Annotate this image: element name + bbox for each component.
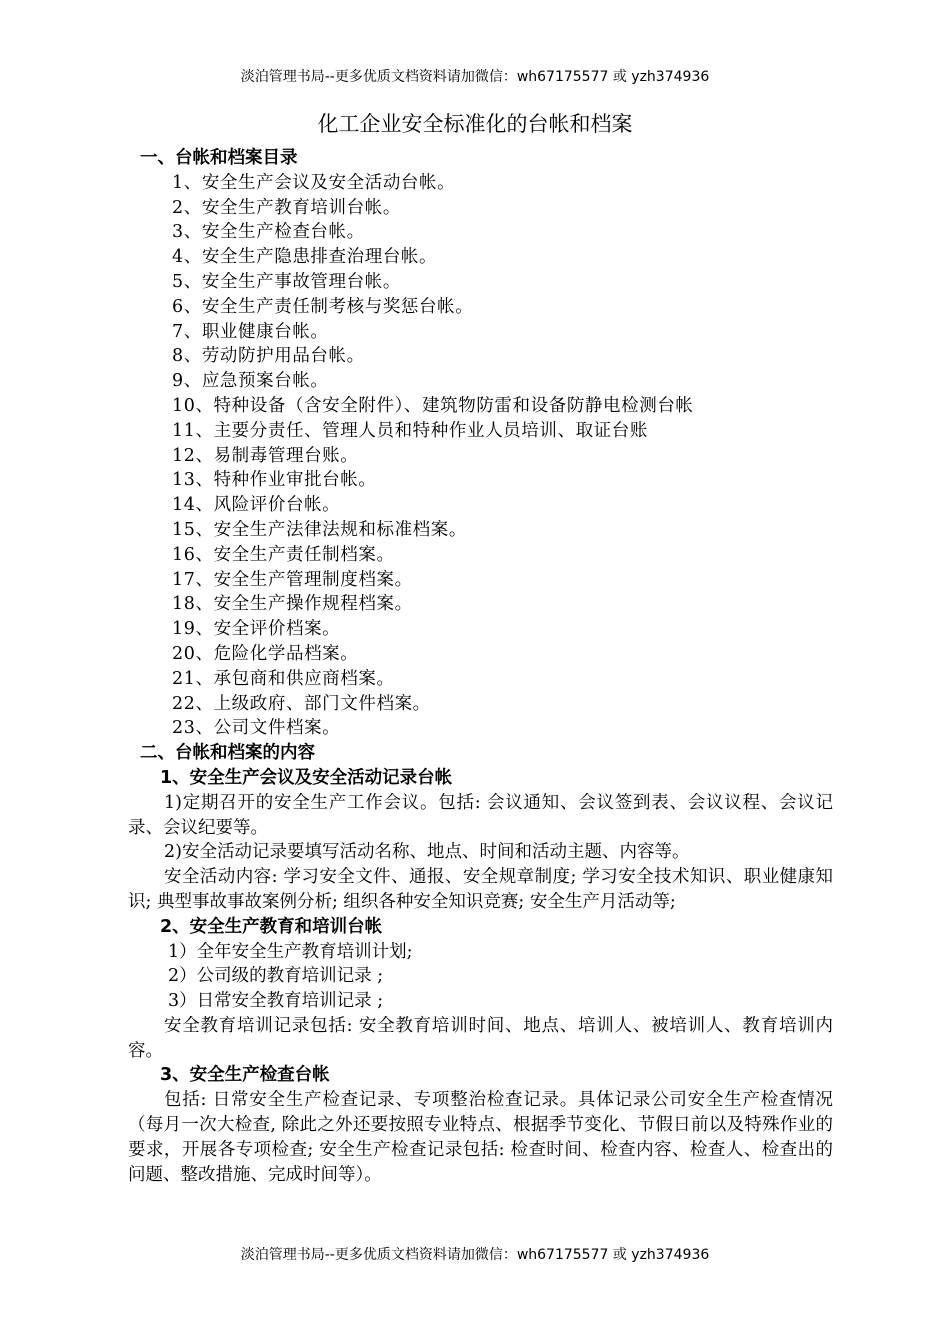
section-heading: 二、台帐和档案的内容 (140, 743, 315, 764)
subsection-heading: 1、安全生产会议及安全活动记录台帐 (160, 767, 453, 788)
toc-item: 22、上级政府、部门文件档案。 (172, 693, 431, 714)
subsection-heading: 3、安全生产检查台帐 (160, 1065, 330, 1086)
paragraph: 1)定期召开的安全生产工作会议。包括: 会议通知、会议签到表、会议议程、会议记录、会议纪要等。 (128, 792, 833, 838)
toc-item: 16、安全生产责任制档案。 (172, 544, 395, 565)
paragraph: 包括: 日常安全生产检查记录、专项整治检查记录。具体记录公司安全生产检查情况（每月一次大检查, 除此之外还要按照专业特点、根据季节变化、节假日前以及特殊作业的要求，开展各专项检查; 安全生产检查记录包括: 检查时间、检查内容、检查人、检查出的问题、整改措施、完成时间等）。 (128, 1090, 833, 1185)
list-item: 3）日常安全教育培训记录 ; (168, 991, 384, 1012)
list-item: 1）全年安全生产教育培训计划; (168, 941, 413, 962)
list-item: 2）公司级的教育培训记录 ; (168, 966, 384, 987)
toc-item: 21、承包商和供应商档案。 (172, 668, 395, 689)
toc-item: 11、主要分责任、管理人员和特种作业人员培训、取证台账 (172, 420, 648, 441)
section-heading: 一、台帐和档案目录 (140, 148, 298, 168)
toc-item: 7、职业健康台帐。 (172, 321, 329, 342)
toc-item: 1、安全生产会议及安全活动台帐。 (172, 172, 456, 193)
paragraph: 安全教育培训记录包括: 安全教育培训时间、地点、培训人、被培训人、教育培训内容。 (128, 1015, 833, 1061)
document-title: 化工企业安全标准化的台帐和档案 (317, 112, 633, 136)
paragraph: 安全活动内容: 学习安全文件、通报、安全规章制度; 学习安全技术知识、职业健康知识; 典型事故事故案例分析; 组织各种安全知识竞赛; 安全生产月活动等; (128, 867, 833, 912)
toc-item: 5、安全生产事故管理台帐。 (172, 271, 401, 292)
page-header: 淡泊管理书局--更多优质文档资料请加微信：wh67175577 或 yzh374936 (240, 69, 710, 85)
toc-item: 17、安全生产管理制度档案。 (172, 569, 413, 590)
toc-item: 8、劳动防护用品台帐。 (172, 346, 365, 367)
toc-item: 9、应急预案台帐。 (172, 371, 329, 392)
toc-item: 20、危险化学品档案。 (172, 643, 359, 664)
toc-item: 19、安全评价档案。 (172, 619, 341, 640)
toc-item: 10、特种设备（含安全附件）、建筑物防雷和设备防静电检测台帐 (172, 395, 694, 416)
toc-item: 13、特种作业审批台帐。 (172, 470, 377, 491)
toc-item: 2、安全生产教育培训台帐。 (172, 197, 401, 218)
toc-list (128, 171, 833, 741)
toc-item: 18、安全生产操作规程档案。 (172, 594, 413, 615)
toc-item: 3、安全生产检查台帐。 (172, 222, 365, 243)
document-body (128, 146, 833, 1187)
toc-item: 23、公司文件档案。 (172, 718, 341, 739)
toc-item: 4、安全生产隐患排查治理台帐。 (172, 247, 438, 268)
paragraph: 2)安全活动记录要填写活动名称、地点、时间和活动主题、内容等。 (164, 842, 690, 863)
toc-item: 15、安全生产法律法规和标准档案。 (172, 519, 467, 540)
subsection-heading: 2、安全生产教育和培训台帐 (160, 916, 383, 937)
page-footer: 淡泊管理书局--更多优质文档资料请加微信：wh67175577 或 yzh374936 (240, 1247, 710, 1263)
toc-item: 6、安全生产责任制考核与奖惩台帐。 (172, 296, 474, 317)
toc-item: 12、易制毒管理台账。 (172, 445, 359, 466)
toc-item: 14、风险评价台帐。 (172, 495, 341, 516)
